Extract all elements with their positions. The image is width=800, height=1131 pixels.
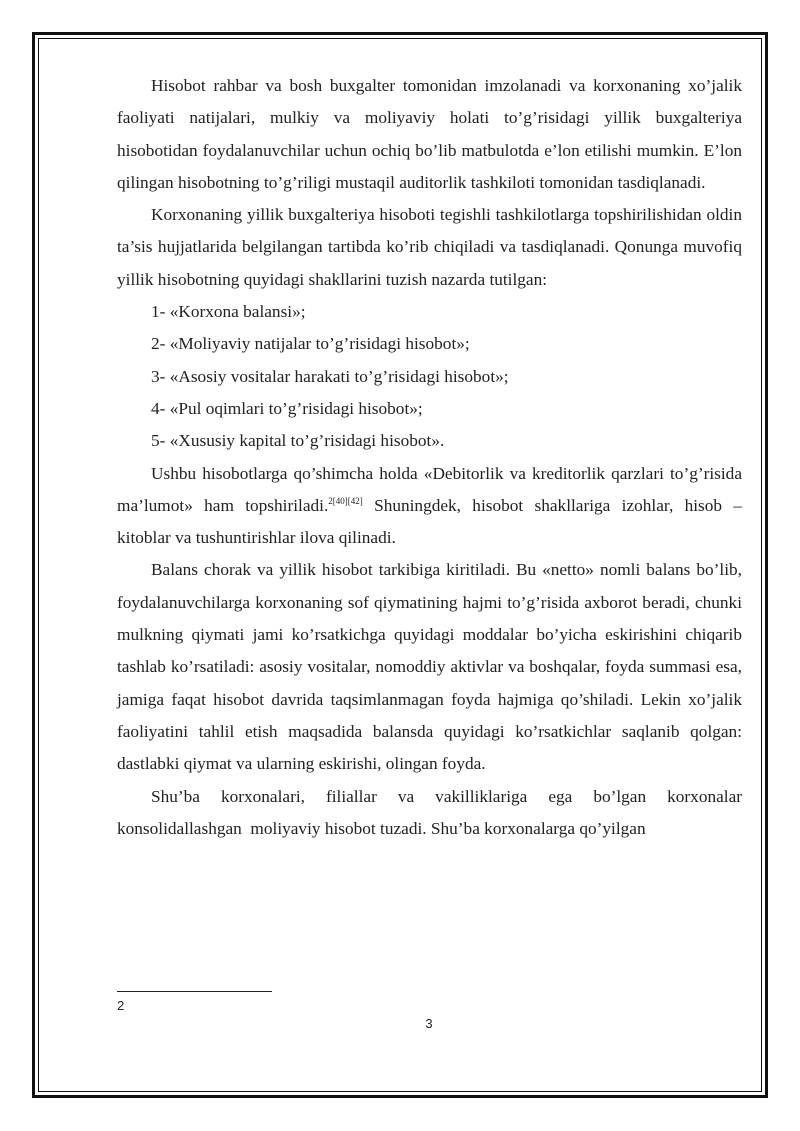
list-item: 3- «Asosiy vositalar harakati to’g’risidagi hisobot»; <box>151 366 509 386</box>
list-item: 4- «Pul oqimlari to’g’risidagi hisobot»; <box>151 398 423 418</box>
footnote-number: 2 <box>117 998 125 1013</box>
document-body <box>117 70 747 845</box>
list-item: 2- «Moliyaviy natijalar to’g’risidagi hisobot»; <box>151 334 470 354</box>
paragraph-text: Ushbu hisobotlarga qo’shimcha holda «Debitorlik va kreditorlik qarzlari to’g’risida ma’lumot» ham topshiriladi. <box>117 463 742 515</box>
footnote-separator <box>117 991 272 992</box>
list-item: 5- «Xususiy kapital to’g’risidagi hisobot». <box>151 431 445 451</box>
paragraph-text: Shuningdek, hisobot shakllariga izohlar, hisob – kitoblar va tushuntirishlar ilova qilinadi. <box>117 495 742 548</box>
paragraph: Hisobot rahbar va bosh buxgalter tomonidan imzolanadi va korxonaning xo’jalik faoliyati natijalari, mulkiy va moliyaviy holati to’g’risidagi yillik buxgalteriya hisobotidan foydalanuvchilar uchun ochiq bo’lib matbulotda e’lon etilishi mumkin. E’lon qilingan hisobotning to’g’riligi mustaqil auditorlik tashkiloti tomonidan tasdiqlanadi. <box>117 76 742 192</box>
paragraph: Shu’ba korxonalari, filiallar va vakilliklariga ega bo’lgan korxonalar konsolidallashgan moliyaviy hisobot tuzadi. Shu’ba korxonalarga qo’yilgan <box>117 786 747 838</box>
paragraph-with-footnote <box>117 458 742 555</box>
paragraph: Korxonaning yillik buxgalteriya hisoboti tegishli tashkilotlarga topshirilishidan oldin ta’sis hujjatlarida belgilangan tartibda ko’rib chiqiladi va tasdiqlanadi. Qonunga muvofiq yillik hisobotning quyidagi shakllarini tuzish nazarda tutilgan: <box>117 205 742 289</box>
page-number: 3 <box>425 1016 433 1031</box>
list-item: 1- «Korxona balansi»; <box>151 302 306 322</box>
footnote-reference[interactable]: 2[40][42] <box>328 495 363 506</box>
paragraph: Balans chorak va yillik hisobot tarkibiga kiritiladi. Bu «netto» nomli balans bo’lib, foydalanuvchilarga korxonaning sof qiymatining hajmi to’g’risida axborot beradi, chunki mulkning qiymati jami ko’rsatkichga quyidagi moddalar bo’yicha eskirishini chiqarib tashlab ko’rsatiladi: asosiy vositalar, nomoddiy aktivlar va boshqalar, foyda summasi esa, jamiga faqat hisobot davrida taqsimlanmagan foyda hajmiga qo’shiladi. Lekin xo’jalik faoliyatini tahlil etish maqsadida balansda quyidagi ko’rsatkichlar saqlanib qolgan: dastlabki qiymat va ularning eskirishi, olingan foyda. <box>117 560 742 774</box>
